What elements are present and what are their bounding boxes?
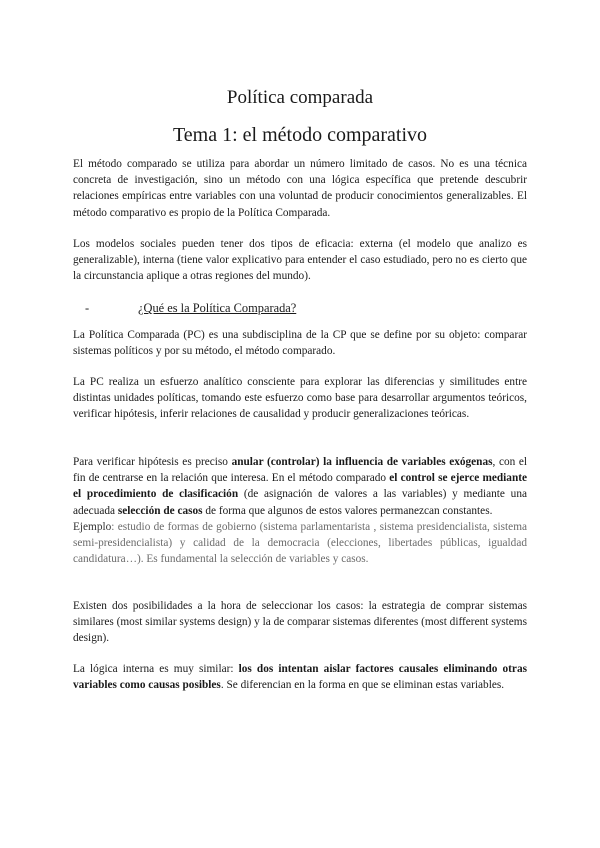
paragraph-logica	[73, 661, 527, 693]
heading-text: ¿Qué es la Política Comparada?	[138, 301, 297, 315]
paragraph-esfuerzo: La PC realiza un esfuerzo analítico consciente para explorar las diferencias y similitudes entre distintas unidades políticas, tomando este esfuerzo como base para desarrollar argumentos teóricos, verificar hipótesis, inferir relaciones de causalidad y producir generalizaciones teóricas.	[73, 376, 527, 421]
paragraph-verificar	[73, 454, 527, 567]
text-run: , con el fin de centrarse en la relación que interesa. En el método comparado	[73, 456, 528, 485]
bold-run: selección de casos	[117, 504, 203, 517]
paragraph-eficacia: Los modelos sociales pueden tener dos tipos de eficacia: externa (el modelo que analizo es generalizable), interna (tiene valor explicativo para entender el caso estudiado, pero no es cierto que la circunstancia aplique a otras regiones del mundo).	[73, 238, 527, 283]
document-title: Política comparada	[226, 87, 374, 108]
bold-run: los dos intentan aislar factores causales eliminando otras variables como causas posibles	[73, 663, 527, 692]
paragraph-intro: El método comparado se utiliza para abordar un número limitado de casos. No es una técnica concreta de investigación, sino un método con una lógica específica que pretende descubrir relaciones empíricas entre variables con una voluntad de producir conocimientos generalizables. El método comparativo es propio de la Política Comparada.	[73, 158, 527, 219]
text-run: (de asignación de valores a las variables) y mediante una adecuada	[73, 488, 527, 517]
text-run: . Se diferencian en la forma en que se eliminan estas variables.	[220, 679, 505, 692]
bold-run: anular (controlar) la influencia de variables exógenas	[231, 456, 493, 468]
bold-run: el control se ejerce mediante el procedimiento de clasificación	[73, 472, 527, 501]
example-text: : estudio de formas de gobierno (sistema parlamentarista , sistema presidencialista, sistema semi-presidencialista) y calidad de la democracia (elecciones, libertades públicas, igualdad candidatura…). Es fundamental la selección de variables y casos.	[73, 520, 527, 566]
text-run: La lógica interna es muy similar:	[73, 663, 239, 675]
document-subtitle: Tema 1: el método comparativo	[172, 124, 428, 146]
heading-bullet: -	[85, 301, 90, 315]
text-run: de forma que algunos de estos valores permanezcan constantes.	[202, 504, 493, 517]
example-label: Ejemplo	[73, 520, 112, 533]
paragraph-posibilidades: Existen dos posibilidades a la hora de seleccionar los casos: la estrategia de comprar sistemas similares (most similar systems design) y la de comparar sistemas diferentes (most different systems design).	[73, 600, 527, 645]
paragraph-definicion: La Política Comparada (PC) es una subdisciplina de la CP que se define por su objeto: comparar sistemas políticos y por su método, el método comparado.	[73, 329, 527, 358]
text-run: Para verificar hipótesis es preciso	[73, 456, 232, 468]
